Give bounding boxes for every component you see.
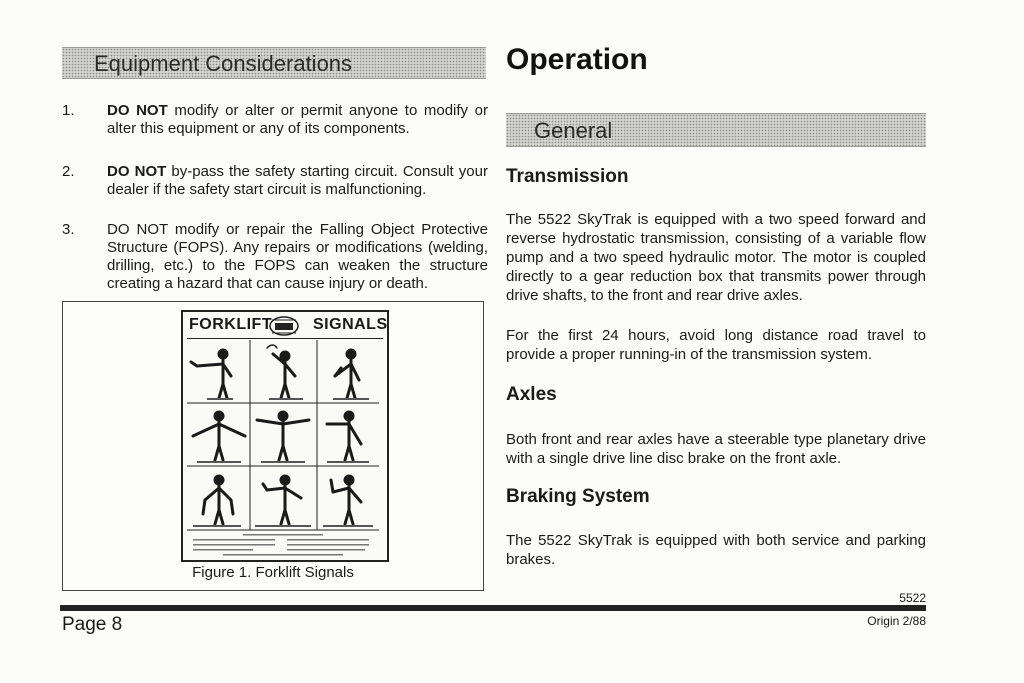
poster-title-left: FORKLIFT [189,316,273,333]
list-number: 1. [62,102,75,119]
list-text: DO NOT by-pass the safety starting circuit. Consult your dealer if the safety start circuit is malfunctioning. [107,163,488,198]
list-text: DO NOT modify or repair the Falling Object Protective Structure (FOPS). Any repairs or modifications (welding, drilling, etc.) to the FOPS can weaken the structure creating a hazard that can cause injury or death. [107,221,488,292]
model-number: 5522 [899,591,926,605]
transmission-paragraph-1: The 5522 SkyTrak is equipped with a two speed forward and reverse hydrostatic transmission, consisting of a variable flow pump and a two speed hydraulic motor. The motor is coupled directly to a gear reduction box that transmits power through drive shafts, to the front and rear drive axles. [506,211,926,304]
list-item [62,221,488,297]
signal-figure-7 [203,476,233,524]
braking-paragraph: The 5522 SkyTrak is equipped with both service and parking brakes. [506,532,926,568]
list-text: DO NOT modify or alter or permit anyone to modify or alter this equipment or any of its components. [107,102,488,137]
forklift-emblem-icon [267,314,301,338]
list-item [62,163,488,203]
equipment-considerations-banner [62,47,486,79]
list-item [62,102,488,142]
page-title: Operation [506,43,648,76]
section-heading-axles: Axles [506,384,557,405]
footer-rule [60,605,926,611]
signal-figure-8 [263,476,301,524]
general-title: General [534,118,613,143]
forklift-signals-poster [181,310,389,562]
signal-figure-5 [257,412,309,460]
signal-figure-1 [191,350,231,398]
section-heading-transmission: Transmission [506,166,629,187]
section-heading-braking-system: Braking System [506,486,650,507]
signal-figure-2 [267,345,295,398]
poster-fine-print [193,534,369,556]
figure-caption: Figure 1. Forklift Signals [192,564,354,581]
list-number: 3. [62,221,75,238]
list-number: 2. [62,163,75,180]
origin-date: Origin 2/88 [867,614,926,628]
signal-figure-3 [335,350,359,398]
transmission-paragraph-2: For the first 24 hours, avoid long distance road travel to provide a proper running-in of the transmission system. [506,327,926,363]
hand-signals-grid [183,340,383,558]
page-number: Page 8 [62,614,123,635]
axles-paragraph: Both front and rear axles have a steerable type planetary drive with a single drive line disc brake on the front axle. [506,431,926,467]
signal-figure-6 [327,412,361,460]
signal-figure-4 [193,412,245,460]
general-banner [506,113,926,147]
signal-figure-9 [331,476,361,524]
equipment-considerations-title: Equipment Considerations [94,51,353,76]
poster-title-right: SIGNALS [313,316,388,333]
forklift-signals-figure [62,301,484,591]
